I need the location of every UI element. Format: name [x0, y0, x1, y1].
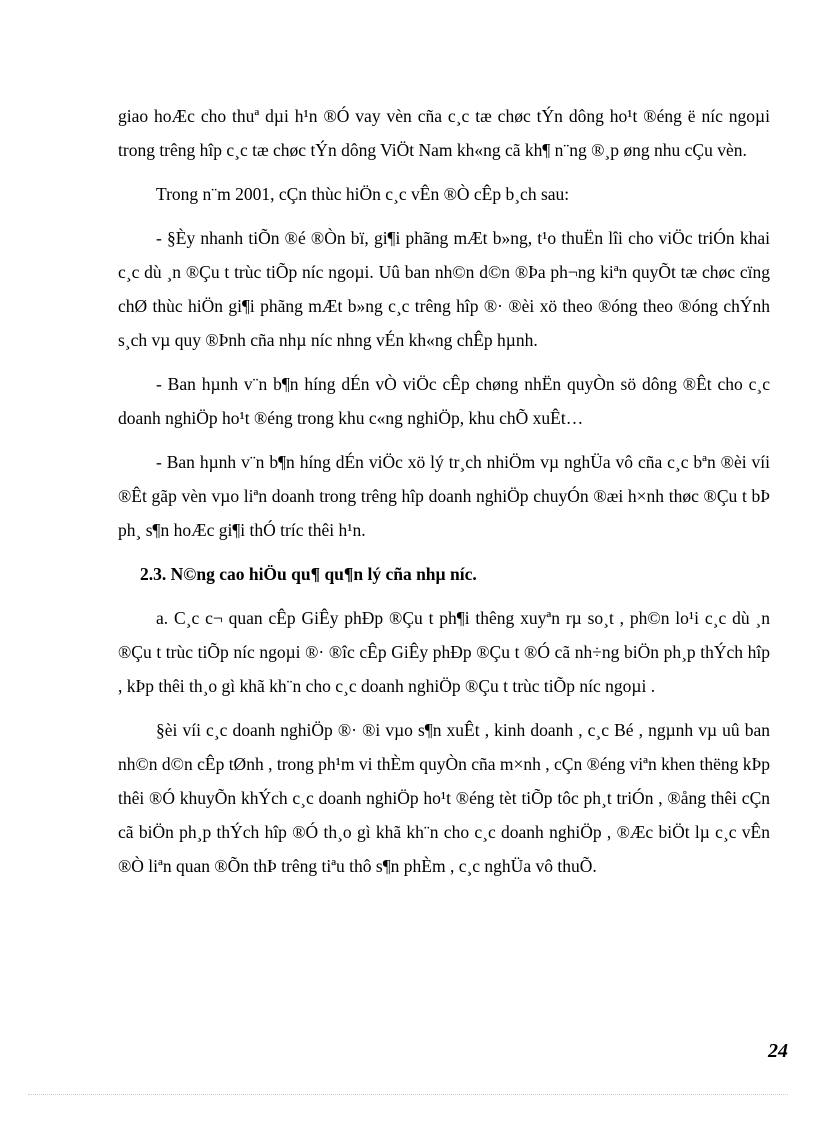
paragraph-2: Trong n¨m 2001, cÇn thùc hiÖn c¸c vÊn ®Ò cÊp b¸ch sau: [156, 184, 570, 204]
paragraph-1: giao hoÆc cho thuª dµi h¹n ®Ó vay vèn cña c¸c tæ chøc tÝn dông ho¹t ®éng ë níc ngoµi trong trêng hîp c¸c tæ chøc tÝn dông ViÖt Nam kh«ng cã kh¶ n¨ng ®¸p øng nhu cÇu vèn. [118, 106, 770, 160]
document-body [118, 99, 770, 893]
paragraph-7: §èi víi c¸c doanh nghiÖp ®· ®i vµo s¶n xuÊt , kinh doanh , c¸c Bé , ngµnh vµ uû ban nh©n d©n cÊp tØnh , trong ph¹m vi thÈm quyÒn cña m×nh , cÇn ®éng viªn khen thëng kÞp thêi ®Ó khuyÕn khÝch c¸c doanh nghiÖp ho¹t ®éng tèt tiÕp tôc ph¸t triÓn , ®ång thêi cÇn cã biÖn ph¸p thÝch hîp ®Ó th¸o gì khã kh¨n cho c¸c doanh nghiÖp , ®Æc biÖt lµ c¸c vÊn ®Ò liªn quan ®Õn thÞ trêng tiªu thô s¶n phÈm , c¸c nghÜa vô thuÕ. [118, 720, 770, 876]
paragraph-4: - Ban hµnh v¨n b¶n híng dÉn vÒ viÖc cÊp chøng nhËn quyÒn sö dông ®Êt cho c¸c doanh nghiÖp ho¹t ®éng trong khu c«ng nghiÖp, khu chÕ xuÊt… [118, 374, 770, 428]
page-number: 24 [768, 1040, 788, 1062]
page-bottom-divider [28, 1094, 788, 1095]
paragraph-6: a. C¸c c¬ quan cÊp GiÊy phÐp ®Çu t ph¶i thêng xuyªn rµ so¸t , ph©n lo¹i c¸c dù ¸n ®Çu t trùc tiÕp níc ngoµi ®· ®îc cÊp GiÊy phÐp ®Çu t ®Ó cã nh÷ng biÖn ph¸p thÝch hîp , kÞp thêi th¸o gì khã kh¨n cho c¸c doanh nghiÖp ®Çu t trùc tiÕp níc ngoµi . [118, 608, 770, 696]
paragraph-3: - §Èy nhanh tiÕn ®é ®Òn bï, gi¶i phãng mÆt b»ng, t¹o thuËn lîi cho viÖc triÓn khai c¸c dù ¸n ®Çu t trùc tiÕp níc ngoµi. Uû ban nh©n d©n ®Þa ph¬ng kiªn quyÕt tæ chøc cïng chØ thùc hiÖn gi¶i phãng mÆt b»ng c¸c trêng hîp ®· ®èi xö theo ®óng theo ®óng chÝnh s¸ch vµ quy ®Þnh cña nhµ níc nhng vÉn kh«ng chÊp hµnh. [118, 228, 770, 350]
paragraph-5: - Ban hµnh v¨n b¶n híng dÉn viÖc xö lý tr¸ch nhiÖm vµ nghÜa vô cña c¸c bªn ®èi víi ®Êt gãp vèn vµo liªn doanh trong trêng hîp doanh nghiÖp chuyÓn ®æi h×nh thøc ®Çu t bÞ ph¸ s¶n hoÆc gi¶i thÓ tríc thêi h¹n. [118, 452, 770, 540]
section-heading: 2.3. N©ng cao hiÖu qu¶ qu¶n lý cña nhµ níc. [140, 564, 477, 584]
